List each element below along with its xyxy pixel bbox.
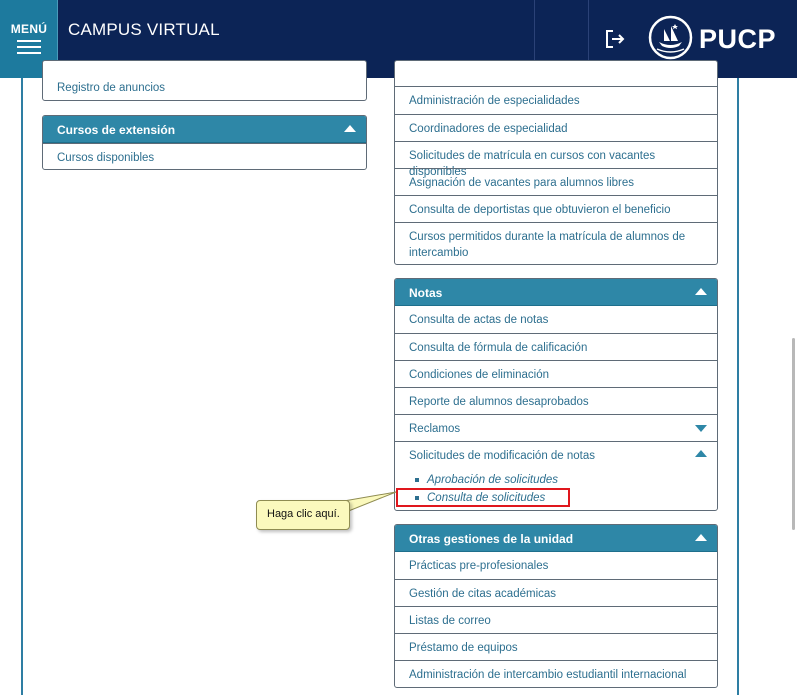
menu-item-listas-correo[interactable]: Listas de correo [395, 606, 717, 633]
notas-title: Notas [409, 286, 443, 300]
reclamos-label: Reclamos [409, 423, 461, 435]
solicitudes-modificacion-label: Solicitudes de modificación de notas [409, 450, 596, 462]
logout-icon[interactable] [604, 28, 626, 50]
notas-header[interactable] [395, 279, 717, 306]
menu-item-cursos-disponibles[interactable]: Cursos disponibles [43, 143, 366, 170]
menu-item-prestamo-equipos[interactable]: Préstamo de equipos [395, 633, 717, 660]
pucp-logo-text: PUCP [699, 24, 777, 54]
menu-item-citas-academicas[interactable]: Gestión de citas académicas [395, 579, 717, 606]
panel-continuation [395, 61, 717, 87]
highlight-box [396, 488, 570, 507]
hamburger-icon [17, 40, 41, 54]
consulta-solicitudes-label: Consulta de solicitudes [427, 492, 546, 504]
menu-item-consulta-deportistas[interactable]: Consulta de deportistas que obtuvieron el beneficio [395, 195, 717, 222]
collapse-icon[interactable] [695, 288, 707, 295]
menu-item-actas-notas[interactable]: Consulta de actas de notas [409, 314, 549, 326]
menu-item-condiciones-eliminacion[interactable]: Condiciones de eliminación [395, 360, 717, 387]
menu-item-registro-anuncios[interactable]: Registro de anuncios [57, 82, 166, 94]
otras-gestiones-title: Otras gestiones de la unidad [409, 532, 574, 546]
extension-courses-panel [42, 115, 367, 170]
aprobacion-label: Aprobación de solicitudes [427, 474, 559, 486]
menu-item-admin-especialidades[interactable]: Administración de especialidades [409, 95, 580, 107]
extension-courses-header[interactable] [43, 116, 366, 143]
content-frame-right [737, 78, 739, 695]
menu-item-coordinadores[interactable]: Coordinadores de especialidad [395, 114, 717, 141]
content-frame-left [21, 78, 23, 695]
tooltip-callout: Haga clic aquí. [256, 500, 350, 530]
left-top-panel [42, 60, 367, 101]
app-title: CAMPUS VIRTUAL [68, 20, 220, 39]
right-top-panel [394, 60, 718, 265]
menu-item-intercambio-internacional[interactable]: Administración de intercambio estudiantil internacional [395, 660, 717, 687]
collapse-icon[interactable] [695, 534, 707, 541]
menu-item-practicas[interactable]: Prácticas pre-profesionales [409, 560, 549, 572]
menu-item-reporte-desaprobados[interactable]: Reporte de alumnos desaprobados [395, 387, 717, 414]
notas-panel [394, 278, 718, 511]
collapse-icon[interactable] [344, 125, 356, 132]
menu-label: MENÚ [10, 22, 48, 36]
menu-item-formula-calificacion[interactable]: Consulta de fórmula de calificación [395, 333, 717, 360]
menu-item-asignacion-vacantes[interactable]: Asignación de vacantes para alumnos libres [395, 168, 717, 195]
extension-courses-title: Cursos de extensión [57, 123, 176, 137]
otras-gestiones-panel [394, 524, 718, 688]
scrollbar-thumb[interactable] [792, 338, 795, 530]
menu-item-solicitudes-matricula[interactable]: Solicitudes de matrícula en cursos con vacantes disponibles [395, 141, 717, 168]
otras-gestiones-header[interactable] [395, 525, 717, 552]
bullet-icon [415, 478, 419, 482]
menu-item-reclamos[interactable] [395, 414, 717, 441]
expand-icon[interactable] [695, 425, 707, 432]
menu-item-cursos-intercambio[interactable]: Cursos permitidos durante la matrícula de alumnos de intercambio [395, 222, 717, 265]
pucp-seal-icon [648, 15, 693, 60]
submenu-item-aprobacion[interactable] [415, 471, 703, 489]
collapse-icon[interactable] [695, 450, 707, 457]
